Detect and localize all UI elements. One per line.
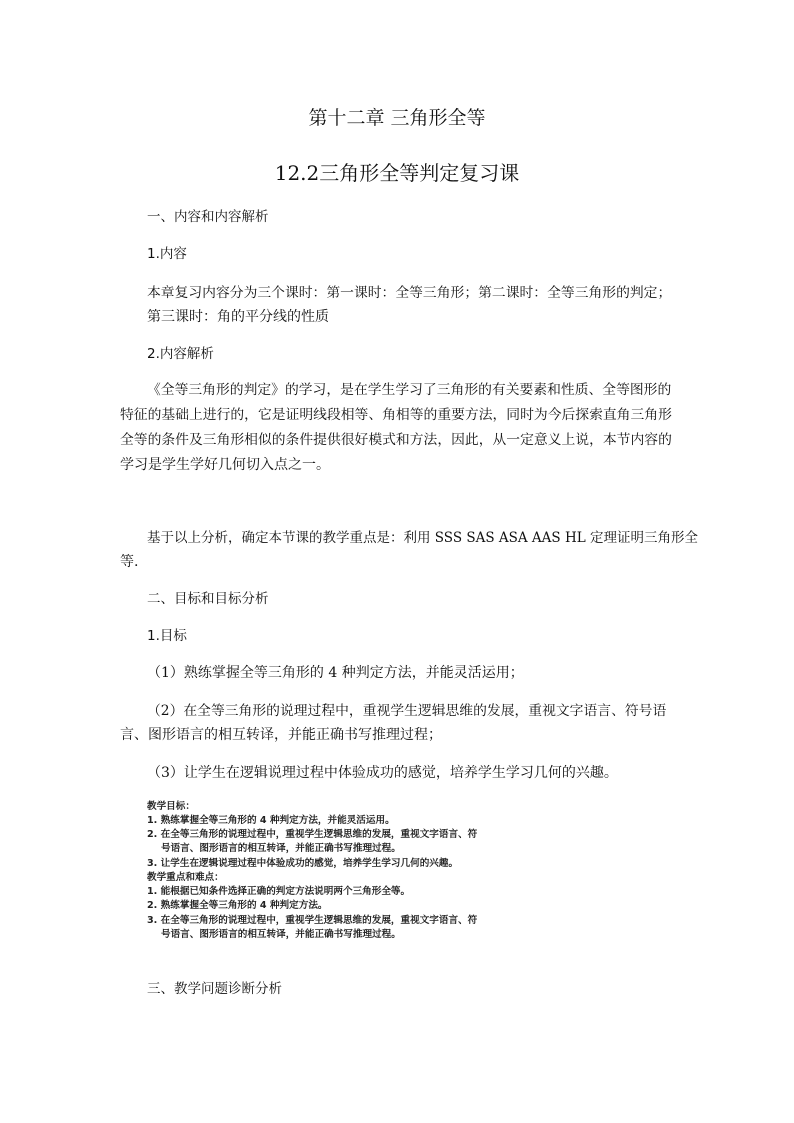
- goal-item: （1）熟练掌握全等三角形的 4 种判定方法，并能灵活运用；: [147, 665, 524, 681]
- analysis-paragraph-line: 《全等三角形的判定》的学习，是在学生学习了三角形的有关要素和性质、全等图形的: [147, 382, 672, 398]
- teaching-focus-line: 基于以上分析，确定本节课的教学重点是：利用 SSS SAS ASA AAS HL 定理证明三角形全: [147, 530, 698, 546]
- goal-item-line: （2）在全等三角形的说理过程中，重视学生逻辑思维的发展，重视文字语言、符号语: [147, 703, 667, 719]
- summary-line: 2. 在全等三角形的说理过程中，重视学生逻辑思维的发展，重视文字语言、符: [147, 829, 478, 840]
- section-heading-diagnosis: 三、教学问题诊断分析: [147, 981, 282, 997]
- lesson-title: 12.2三角形全等判定复习课: [274, 161, 520, 185]
- analysis-paragraph-line: 全等的条件及三角形相似的条件提供很好模式和方法，因此，从一定意义上说，本节内容的: [120, 432, 672, 448]
- goal-item-line: 言、图形语言的相互转译，并能正确书写推理过程；: [120, 727, 442, 743]
- content-paragraph-line: 第三课时：角的平分线的性质: [147, 309, 329, 325]
- subheading-goals: 1.目标: [147, 628, 187, 644]
- summary-line: 1. 能根据已知条件选择正确的判定方法说明两个三角形全等。: [147, 886, 411, 897]
- summary-line: 1. 熟练掌握全等三角形的 4 种判定方法，并能灵活运用。: [147, 815, 395, 826]
- goal-item: （3）让学生在逻辑说理过程中体验成功的感觉，培养学生学习几何的兴趣。: [147, 765, 618, 781]
- section-heading-goals: 二、目标和目标分析: [147, 591, 269, 607]
- section-heading-content: 一、内容和内容解析: [147, 209, 269, 225]
- subheading-analysis: 2.内容解析: [147, 346, 214, 362]
- summary-line: 号语言、图形语言的相互转译，并能正确书写推理过程。: [161, 929, 401, 940]
- subheading-content: 1.内容: [147, 246, 187, 262]
- summary-line: 教学重点和难点：: [147, 872, 224, 883]
- analysis-paragraph-line: 学习是学生学好几何切入点之一。: [120, 457, 330, 473]
- summary-line: 2. 熟练掌握全等三角形的 4 种判定方法。: [147, 900, 328, 911]
- summary-line: 号语言、图形语言的相互转译，并能正确书写推理过程。: [161, 843, 401, 854]
- teaching-focus-line: 等.: [120, 554, 139, 570]
- content-paragraph-line: 本章复习内容分为三个课时：第一课时：全等三角形；第二课时：全等三角形的判定；: [147, 285, 672, 301]
- summary-line: 3. 让学生在逻辑说理过程中体验成功的感觉，培养学生学习几何的兴趣。: [147, 858, 459, 869]
- summary-line: 3. 在全等三角形的说理过程中，重视学生逻辑思维的发展，重视文字语言、符: [147, 915, 478, 926]
- analysis-paragraph-line: 特征的基础上进行的，它是证明线段相等、角相等的重要方法，同时为今后探索直角三角形: [120, 407, 672, 423]
- chapter-title: 第十二章 三角形全等: [308, 107, 486, 129]
- summary-line: 教学目标：: [147, 801, 195, 812]
